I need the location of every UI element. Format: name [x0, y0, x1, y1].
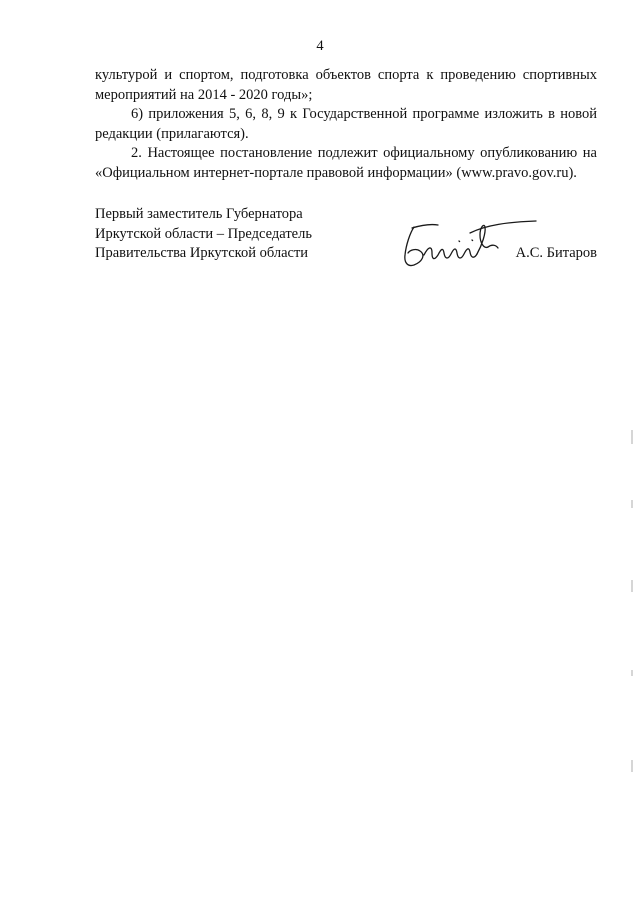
- signature-block: [95, 205, 597, 285]
- body-line: редакции (прилагаются).: [95, 125, 249, 142]
- signatory-title-line: Правительства Иркутской области: [95, 245, 309, 261]
- body-line: 6) приложения 5, 6, 8, 9 к Государственной программе изложить в новой: [131, 106, 597, 122]
- handwritten-signature: [398, 211, 548, 273]
- body-line: культурой и спортом, подготовка объектов спорта к проведению спортивных: [95, 67, 597, 83]
- signatory-name: А.С. Битаров: [515, 245, 597, 261]
- signatory-title: [95, 205, 312, 264]
- body-line: мероприятий на 2014 - 2020 годы»;: [95, 86, 313, 103]
- signatory-title-line: Первый заместитель Губернатора: [95, 206, 303, 222]
- signatory-title-line: Иркутской области – Председатель: [95, 225, 312, 242]
- body-text: [95, 66, 597, 183]
- body-line: 2. Настоящее постановление подлежит официальному опубликованию на: [131, 145, 597, 161]
- paragraph-clause-2: [95, 144, 597, 183]
- page-number: 4: [316, 38, 324, 54]
- body-line: «Официальном интернет-портале правовой информации» (www.pravo.gov.ru).: [95, 164, 577, 181]
- paragraph-item-6: [95, 105, 597, 144]
- scan-edge-marks: [630, 430, 634, 810]
- paragraph-item-5-continuation: [95, 66, 597, 105]
